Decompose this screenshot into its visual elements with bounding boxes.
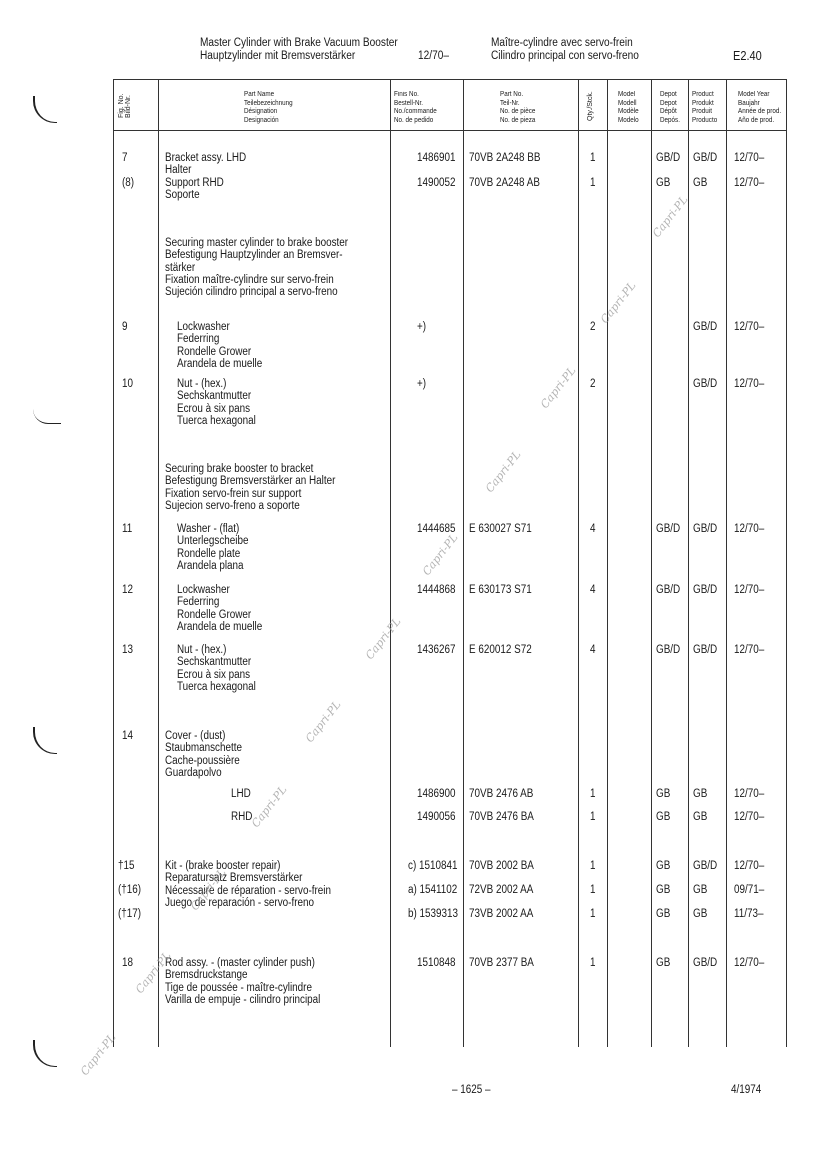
title-es: Cilindro principal con servo-freno <box>491 50 639 62</box>
depot: GB/D <box>656 584 681 596</box>
product: GB/D <box>693 321 718 333</box>
fig-number: †15 <box>118 860 135 872</box>
column-divider <box>463 79 464 1047</box>
model-year: 11/73– <box>734 908 764 920</box>
column-divider <box>651 79 652 1047</box>
part-number: 70VB 2476 AB <box>469 788 534 800</box>
col-header-model: Model Modell Modèle Modelo <box>618 91 639 124</box>
quantity: 2 <box>590 321 596 333</box>
finis-number: 1436267 <box>417 644 456 656</box>
part-number: E 620012 S72 <box>469 644 532 656</box>
finis-number: +) <box>417 321 427 333</box>
fig-number: (8) <box>122 177 135 189</box>
binder-hole-mark <box>33 1040 57 1067</box>
part-number: E 630173 S71 <box>469 584 532 596</box>
fig-number: 11 <box>122 523 133 535</box>
col-header-product: Product Produkt Produit Producto <box>692 91 718 124</box>
quantity: 1 <box>590 152 596 164</box>
finis-number: 1490052 <box>417 177 456 189</box>
col-header-part-no: Part No. Teil-Nr. No. de pièce No. de pieza <box>500 91 536 124</box>
col-header-qty: Qty./Stck. <box>587 91 594 121</box>
quantity: 1 <box>590 884 596 896</box>
depot: GB <box>656 811 671 823</box>
part-number: 70VB 2377 BA <box>469 957 534 969</box>
product: GB/D <box>693 378 718 390</box>
product: GB <box>693 788 708 800</box>
column-divider <box>688 79 689 1047</box>
column-divider <box>113 79 114 1047</box>
quantity: 1 <box>590 788 596 800</box>
model-year: 12/70– <box>734 378 765 390</box>
part-number: 70VB 2A248 AB <box>469 177 540 189</box>
finis-number: 1486900 <box>417 788 456 800</box>
model-year: 12/70– <box>734 860 765 872</box>
part-name: Nut - (hex.) Sechskantmutter Ecrou à six pans Tuerca hexagonal <box>177 378 256 427</box>
col-header-fig-no: Fig. No. Bild-Nr. <box>118 93 132 118</box>
finis-number: b) 1539313 <box>408 908 459 920</box>
variant-label: RHD <box>231 811 253 823</box>
finis-number: 1490056 <box>417 811 456 823</box>
product: GB/D <box>693 957 718 969</box>
product: GB <box>693 884 708 896</box>
binder-hole-mark <box>33 409 61 424</box>
part-number: 70VB 2002 BA <box>469 860 534 872</box>
column-divider <box>578 79 579 1047</box>
fig-number: 9 <box>122 321 128 333</box>
quantity: 1 <box>590 811 596 823</box>
table-top-rule <box>113 79 787 80</box>
date-code: 12/70– <box>418 50 449 62</box>
quantity: 1 <box>590 957 596 969</box>
column-divider <box>390 79 391 1047</box>
fig-number: 7 <box>122 152 128 164</box>
depot: GB <box>656 884 671 896</box>
watermark: Capri-PL <box>249 783 290 831</box>
part-number: 73VB 2002 AA <box>469 908 534 920</box>
binder-hole-mark <box>33 727 57 754</box>
part-name: Kit - (brake booster repair) Reparatursatz Bremsverstärker Nécessaire de réparation - servo-frein Juego de reparación - servo-freno <box>165 860 332 909</box>
model-year: 12/70– <box>734 523 765 535</box>
finis-number: 1486901 <box>417 152 456 164</box>
fig-number: 18 <box>122 957 134 969</box>
watermark: Capri-PL <box>303 698 344 746</box>
part-name: Lockwasher Federring Rondelle Grower Arandela de muelle <box>177 584 263 633</box>
fig-number: (†17) <box>118 908 142 920</box>
part-name: Rod assy. - (master cylinder push) Bremsdruckstange Tige de poussée - maître-cylindre Varilla de empuje - cilindro principal <box>165 957 321 1006</box>
finis-number: +) <box>417 378 427 390</box>
binder-hole-mark <box>33 96 57 123</box>
fig-number: 12 <box>122 584 134 596</box>
column-divider <box>786 79 787 1047</box>
model-year: 12/70– <box>734 152 765 164</box>
title-en: Master Cylinder with Brake Vacuum Booster <box>200 37 398 49</box>
model-year: 12/70– <box>734 957 765 969</box>
fig-number: (†16) <box>118 884 142 896</box>
product: GB <box>693 811 708 823</box>
title-fr: Maître-cylindre avec servo-frein <box>491 37 633 49</box>
part-name: Lockwasher Federring Rondelle Grower Arandela de muelle <box>177 321 263 370</box>
model-year: 12/70– <box>734 644 765 656</box>
watermark: Capri-PL <box>363 615 404 663</box>
col-header-part-name: Part Name Teilebezeichnung Désignation Designación <box>244 91 293 124</box>
depot: GB/D <box>656 644 681 656</box>
quantity: 4 <box>590 584 596 596</box>
col-header-model-year: Model Year Baujahr Année de prod. Año de prod. <box>738 91 782 124</box>
part-name: Support RHD Soporte <box>165 177 224 202</box>
finis-number: a) 1541102 <box>408 884 458 896</box>
column-divider <box>726 79 727 1047</box>
part-name: Cover - (dust) Staubmanschette Cache-poussière Guardapolvo <box>165 730 242 779</box>
quantity: 2 <box>590 378 596 390</box>
page-number: – 1625 – <box>452 1084 491 1096</box>
quantity: 4 <box>590 523 596 535</box>
watermark: Capri-PL <box>650 193 691 241</box>
col-header-depot: Depot Depot Dépôt Depós. <box>660 91 680 124</box>
part-name: Bracket assy. LHD Halter <box>165 152 247 177</box>
quantity: 1 <box>590 177 596 189</box>
fig-number: 10 <box>122 378 134 390</box>
fig-number: 14 <box>122 730 134 742</box>
part-number: E 630027 S71 <box>469 523 532 535</box>
product: GB/D <box>693 860 718 872</box>
column-divider <box>158 79 159 1047</box>
watermark: Capri-PL <box>188 866 229 914</box>
model-year: 12/70– <box>734 321 765 333</box>
finis-number: 1510848 <box>417 957 456 969</box>
part-number: 70VB 2476 BA <box>469 811 534 823</box>
depot: GB/D <box>656 152 681 164</box>
table-header-rule <box>113 130 787 131</box>
depot: GB <box>656 788 671 800</box>
fig-number: 13 <box>122 644 134 656</box>
issue-date: 4/1974 <box>731 1084 762 1096</box>
watermark: Capri-PL <box>420 531 461 579</box>
depot: GB <box>656 177 671 189</box>
watermark: Capri-PL <box>78 1031 119 1079</box>
watermark: Capri-PL <box>538 364 579 412</box>
depot: GB/D <box>656 523 681 535</box>
product: GB/D <box>693 152 718 164</box>
quantity: 1 <box>590 860 596 872</box>
depot: GB <box>656 908 671 920</box>
model-year: 12/70– <box>734 584 765 596</box>
part-name: Nut - (hex.) Sechskantmutter Ecrou à six pans Tuerca hexagonal <box>177 644 256 693</box>
product: GB <box>693 908 708 920</box>
product: GB/D <box>693 644 718 656</box>
section-heading: Securing brake booster to bracket Befestigung Bremsverstärker an Halter Fixation servo-frein sur support Sujecion servo-freno a soporte <box>165 463 336 512</box>
quantity: 4 <box>590 644 596 656</box>
depot: GB <box>656 957 671 969</box>
part-number: 70VB 2A248 BB <box>469 152 541 164</box>
variant-label: LHD <box>231 788 251 800</box>
finis-number: 1444868 <box>417 584 456 596</box>
watermark: Capri-PL <box>483 448 524 496</box>
finis-number: c) 1510841 <box>408 860 458 872</box>
model-year: 12/70– <box>734 811 765 823</box>
page-code: E2.40 <box>733 49 762 63</box>
quantity: 1 <box>590 908 596 920</box>
depot: GB <box>656 860 671 872</box>
part-number: 72VB 2002 AA <box>469 884 534 896</box>
title-de: Hauptzylinder mit Bremsverstärker <box>200 50 356 62</box>
model-year: 12/70– <box>734 788 765 800</box>
column-divider <box>607 79 608 1047</box>
part-name: Washer - (flat) Unterlegscheibe Rondelle plate Arandela plana <box>177 523 249 572</box>
model-year: 12/70– <box>734 177 765 189</box>
watermark: Capri-PL <box>133 949 174 997</box>
product: GB/D <box>693 584 718 596</box>
section-heading: Securing master cylinder to brake booster Befestigung Hauptzylinder an Bremsver- stärker Fixation maître-cylindre sur servo-frein Sujeción cilindro principal a servo-freno <box>165 237 349 299</box>
finis-number: 1444685 <box>417 523 456 535</box>
product: GB/D <box>693 523 718 535</box>
model-year: 09/71– <box>734 884 765 896</box>
product: GB <box>693 177 708 189</box>
watermark: Capri-PL <box>598 279 639 327</box>
col-header-finis-no: Finis No. Bestell-Nr. No./commande No. de pedido <box>394 91 437 124</box>
